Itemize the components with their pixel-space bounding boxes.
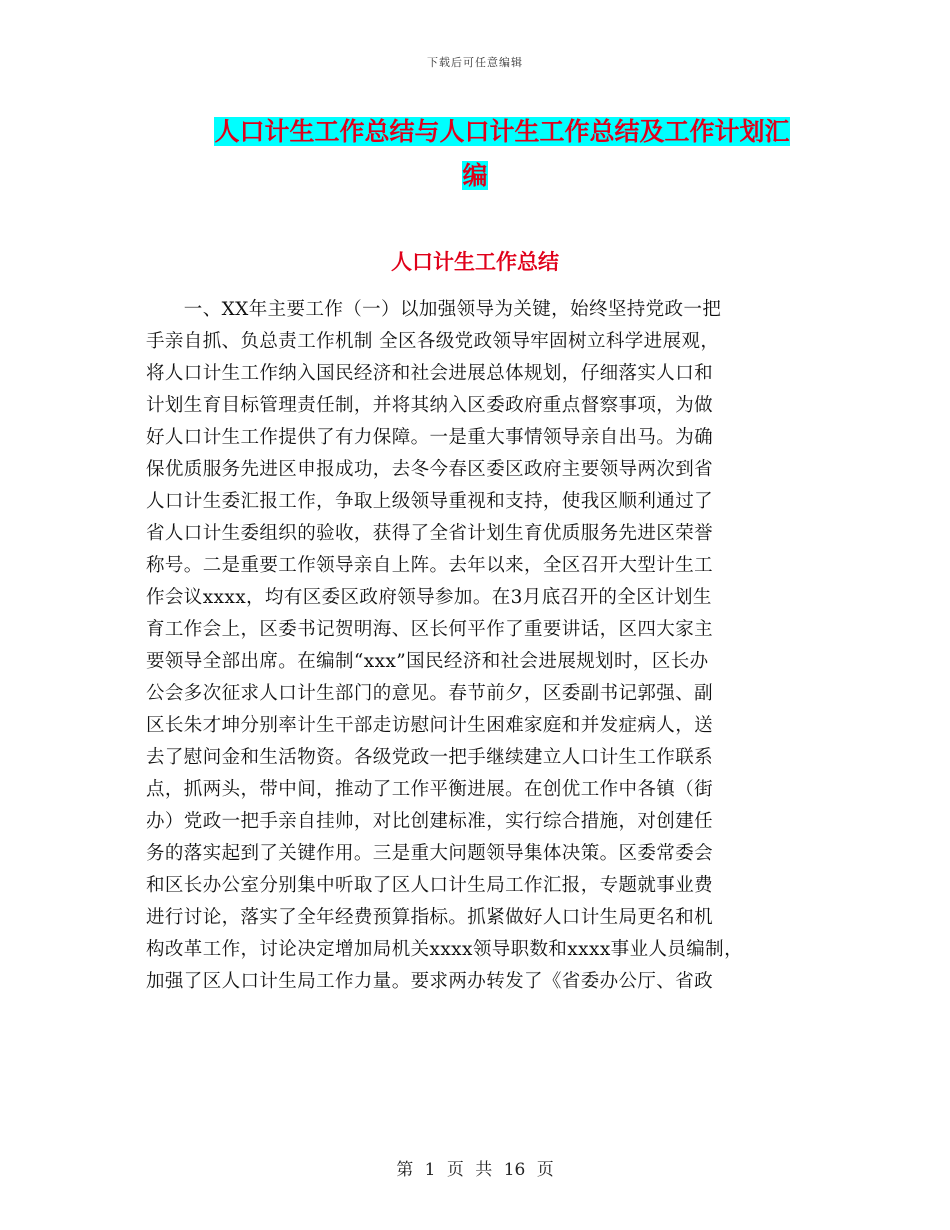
body-line: 进行讨论，落实了全年经费预算指标。抓紧做好人口计生局更名和机 — [146, 907, 714, 928]
page-header-note: 下载后可任意编辑 — [427, 56, 523, 69]
body-line: 区长朱才坤分别率计生干部走访慰问计生困难家庭和并发症病人，送 — [146, 715, 714, 736]
body-line: 务的落实起到了关键作用。三是重大问题领导集体决策。区委常委会 — [146, 843, 714, 864]
body-line: 一、XX年主要工作（一）以加强领导为关键，始终坚持党政一把 — [146, 299, 722, 320]
body-line: 将人口计生工作纳入国民经济和社会进展总体规划，仔细落实人口和 — [146, 363, 714, 384]
body-line: 和区长办公室分别集中听取了区人口计生局工作汇报，专题就事业费 — [146, 875, 714, 896]
body-line: 手亲自抓、负总责工作机制 全区各级党政领导牢固树立科学进展观， — [146, 331, 720, 352]
body-line: 称号。二是重要工作领导亲自上阵。去年以来，全区召开大型计生工 — [146, 555, 714, 576]
body-line: 要领导全部出席。在编制“xxx”国民经济和社会进展规划时，区长办 — [146, 651, 709, 672]
body-line: 育工作会上，区委书记贺明海、区长何平作了重要讲话，区四大家主 — [146, 619, 714, 640]
body-line: 办）党政一把手亲自挂帅，对比创建标准，实行综合措施，对创建任 — [146, 811, 714, 832]
document-title-line-2: 编 — [462, 161, 488, 190]
body-paragraph — [146, 294, 802, 998]
section-title: 人口计生工作总结 — [391, 250, 559, 274]
document-title — [0, 110, 950, 198]
document-title-line-1: 人口计生工作总结与人口计生工作总结及工作计划汇 — [214, 117, 790, 146]
body-line: 去了慰问金和生活物资。各级党政一把手继续建立人口计生工作联系 — [146, 747, 714, 768]
body-line: 加强了区人口计生局工作力量。要求两办转发了《省委办公厅、省政 — [146, 971, 714, 992]
body-line: 构改革工作，讨论决定增加局机关xxxx领导职数和xxxx事业人员编制， — [146, 939, 743, 960]
body-line: 省人口计生委组织的验收，获得了全省计划生育优质服务先进区荣誉 — [146, 523, 714, 544]
body-line: 点，抓两头，带中间，推动了工作平衡进展。在创优工作中各镇（街 — [146, 779, 714, 800]
body-line: 计划生育目标管理责任制，并将其纳入区委政府重点督察事项，为做 — [146, 395, 714, 416]
page-number-footer: 第 1 页 共 16 页 — [396, 1160, 554, 1180]
body-line: 作会议xxxx，均有区委区政府领导参加。在3月底召开的全区计划生 — [146, 587, 712, 608]
body-line: 好人口计生工作提供了有力保障。一是重大事情领导亲自出马。为确 — [146, 427, 714, 448]
body-line: 人口计生委汇报工作，争取上级领导重视和支持，使我区顺利通过了 — [146, 491, 714, 512]
body-line: 公会多次征求人口计生部门的意见。春节前夕，区委副书记郭强、副 — [146, 683, 714, 704]
body-line: 保优质服务先进区申报成功，去冬今春区委区政府主要领导两次到省 — [146, 459, 714, 480]
